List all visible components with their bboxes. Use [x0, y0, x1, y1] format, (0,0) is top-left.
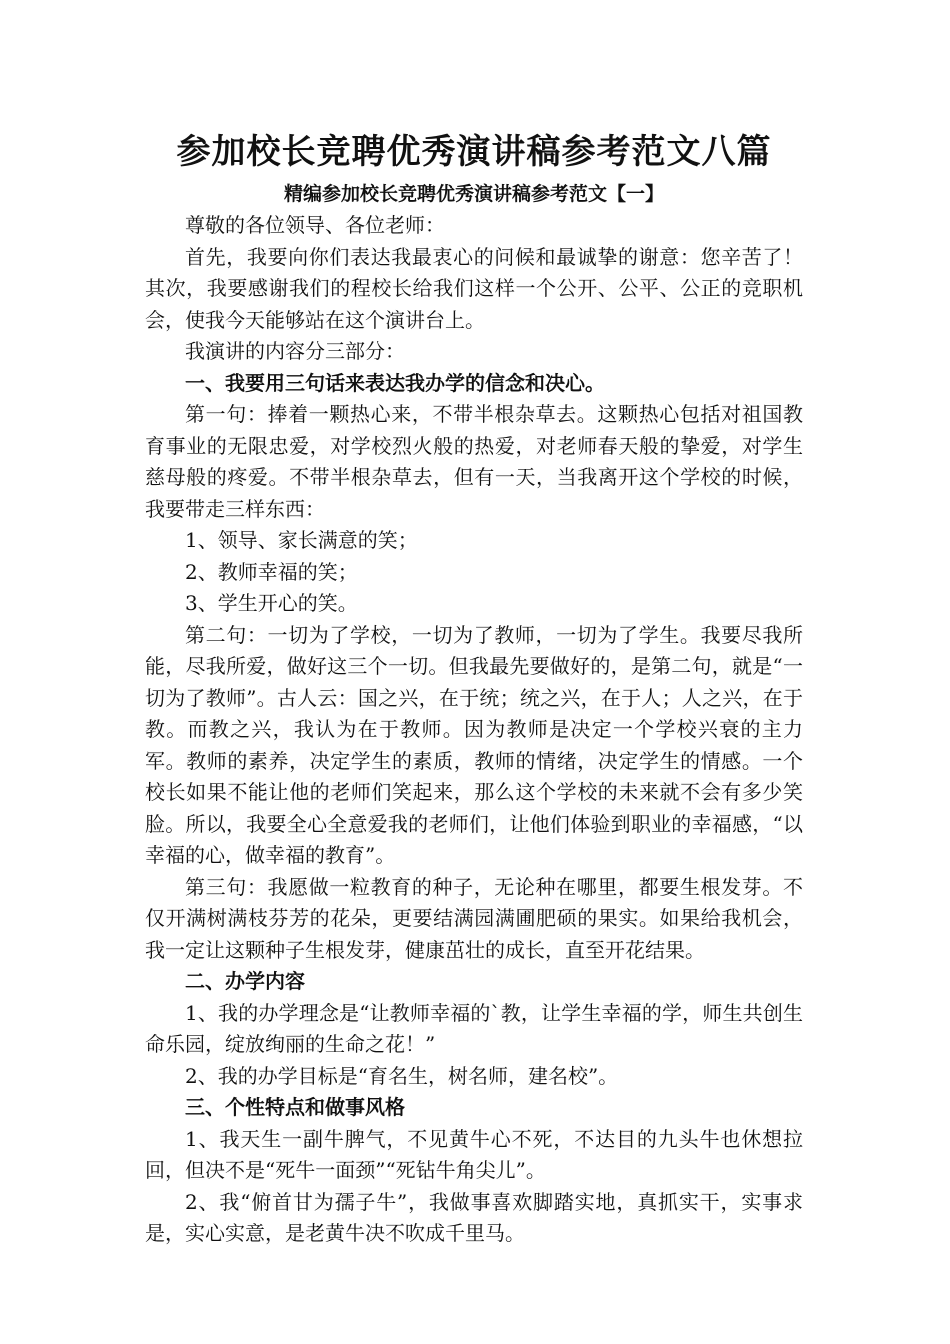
document-body [145, 210, 803, 1250]
document-subtitle: 精编参加校长竞聘优秀演讲稿参考范文【一】 [283, 183, 664, 205]
paragraph: 我演讲的内容分三部分： [185, 339, 405, 363]
document-page [145, 128, 803, 1250]
paragraph: 第二句：一切为了学校，一切为了教师，一切为了学生。我要尽我所能，尽我所爱，做好这三个一切。但我最先要做好的，是第二句，就是“一切为了教师”。古人云：国之兴，在于统；统之兴，在于人；人之兴，在于教。而教之兴，我认为在于教师。因为教师是决定一个学校兴衰的主力军。教师的素养，决定学生的素质，教师的情绪，决定学生的情感。一个校长如果不能让他的老师们笑起来，那么这个学校的未来就不会有多少笑脸。所以，我要全心全意爱我的老师们，让他们体验到职业的幸福感，“以幸福的心，做幸福的教育”。 [145, 622, 803, 867]
document-title: 参加校长竞聘优秀演讲稿参考范文八篇 [176, 132, 772, 172]
paragraph: 1、我的办学理念是“让教师幸福的`教，让学生幸福的学，师生共创生命乐园，绽放绚丽的生命之花！” [145, 1000, 803, 1056]
section-heading: 三、个性特点和做事风格 [185, 1095, 405, 1119]
section-heading: 二、办学内容 [185, 969, 305, 993]
paragraph: 2、我的办学目标是“育名生，树名师，建名校”。 [185, 1063, 619, 1088]
list-item: 2、教师幸福的笑； [185, 559, 358, 584]
list-item: 1、领导、家长满意的笑； [185, 528, 418, 552]
paragraph: 2、我“俯首甘为孺子牛”，我做事喜欢脚踏实地，真抓实干，实事求是，实心实意，是老黄牛决不吹成千里马。 [145, 1189, 803, 1245]
paragraph: 尊敬的各位领导、各位老师： [185, 213, 445, 237]
paragraph: 1、我天生一副牛脾气，不见黄牛心不死，不达目的九头牛也休想拉回，但决不是“死牛一面颈”“死钻牛角尖儿”。 [145, 1126, 803, 1182]
list-item: 3、学生开心的笑。 [185, 591, 358, 615]
paragraph: 首先，我要向你们表达我最衷心的问候和最诚挚的谢意：您辛苦了！其次，我要感谢我们的程校长给我们这样一个公开、公平、公正的竞职机会，使我今天能够站在这个演讲台上。 [145, 244, 803, 332]
paragraph: 第一句：捧着一颗热心来，不带半根杂草去。这颗热心包括对祖国教育事业的无限忠爱，对学校烈火般的热爱，对老师春天般的挚爱，对学生慈母般的疼爱。不带半根杂草去，但有一天，当我离开这个学校的时候，我要带走三样东西： [145, 402, 803, 521]
section-heading: 一、我要用三句话来表达我办学的信念和决心。 [185, 370, 605, 395]
paragraph: 第三句：我愿做一粒教育的种子，无论种在哪里，都要生根发芽。不仅开满树满枝芬芳的花朵，更要结满园满圃肥硕的果实。如果给我机会，我一定让这颗种子生根发芽，健康茁壮的成长，直至开花结果。 [145, 874, 803, 962]
